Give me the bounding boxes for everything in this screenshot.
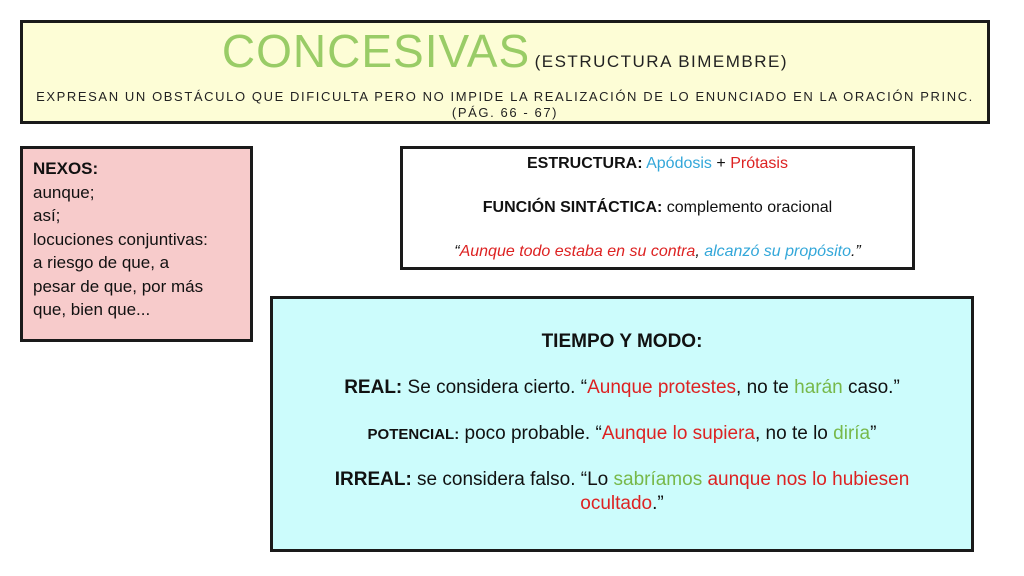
funcion-row (403, 199, 912, 217)
irreal-red: aunque nos lo hubiesen ocultado (580, 469, 910, 514)
title-main: CONCESIVAS (221, 25, 531, 77)
estructura-row (403, 155, 912, 173)
real-mid: , no te (736, 377, 795, 398)
example-protasis: Aunque todo estaba en su contra (459, 243, 696, 260)
title-line (23, 27, 987, 87)
nexos-line: a riesgo de que, a (33, 253, 170, 272)
potencial-green: diría (833, 423, 871, 444)
nexos-heading: NEXOS: (33, 159, 99, 178)
quote-open: “ (454, 243, 460, 260)
funcion-label: FUNCIÓN SINTÁCTICA: (482, 199, 663, 216)
example-apodosis: alcanzó su propósito (704, 243, 851, 260)
irreal-text: se considera falso. “Lo (411, 469, 614, 490)
nexos-line: aunque; (33, 182, 95, 202)
real-green: harán (794, 377, 843, 398)
example-sentence (403, 241, 912, 263)
nexos-box (20, 146, 253, 342)
real-label: REAL: (344, 377, 403, 398)
title-sub: (ESTRUCTURA BIMEMBRE) (534, 52, 789, 71)
title-box (20, 20, 990, 124)
real-end: caso.” (842, 377, 900, 398)
nexos-line: así; (33, 206, 61, 225)
apodosis-text: Apódosis (646, 155, 712, 172)
irreal-end: .” (652, 493, 664, 514)
irreal-row (273, 468, 971, 516)
tiempo-modo-box (270, 296, 974, 552)
estructura-box (400, 146, 915, 270)
potencial-row (273, 423, 971, 445)
funcion-value: complemento oracional (666, 199, 833, 216)
real-row (273, 377, 971, 399)
estructura-label: ESTRUCTURA: (527, 155, 643, 172)
title-description: EXPRESAN UN OBSTÁCULO QUE DIFICULTA PERO NO IMPIDE LA REALIZACIÓN DE LO ENUNCIADO EN LA ORACIÓN PRINC. (PÁG. 66 - 67) (36, 89, 974, 120)
potencial-red: Aunque lo supiera (601, 423, 755, 444)
potencial-mid: , no te lo (754, 423, 834, 444)
nexos-line: locuciones conjuntivas: (33, 229, 208, 249)
plus-sign: + (716, 155, 726, 172)
irreal-green: sabríamos (613, 469, 703, 490)
real-text: Se considera cierto. “ (402, 377, 588, 398)
potencial-text: poco probable. “ (459, 423, 602, 444)
potencial-end: ” (870, 423, 877, 444)
protasis-text: Prótasis (730, 155, 788, 172)
nexos-line: que, bien que... (33, 300, 151, 319)
irreal-label: IRREAL: (334, 469, 412, 490)
potencial-label: POTENCIAL: (367, 426, 460, 443)
tiempo-modo-heading: TIEMPO Y MODO: (541, 331, 703, 352)
example-comma: , (695, 243, 705, 260)
nexos-line: pesar de que, por más (33, 276, 204, 296)
real-red: Aunque protestes (587, 377, 737, 398)
quote-close: .” (850, 243, 861, 260)
